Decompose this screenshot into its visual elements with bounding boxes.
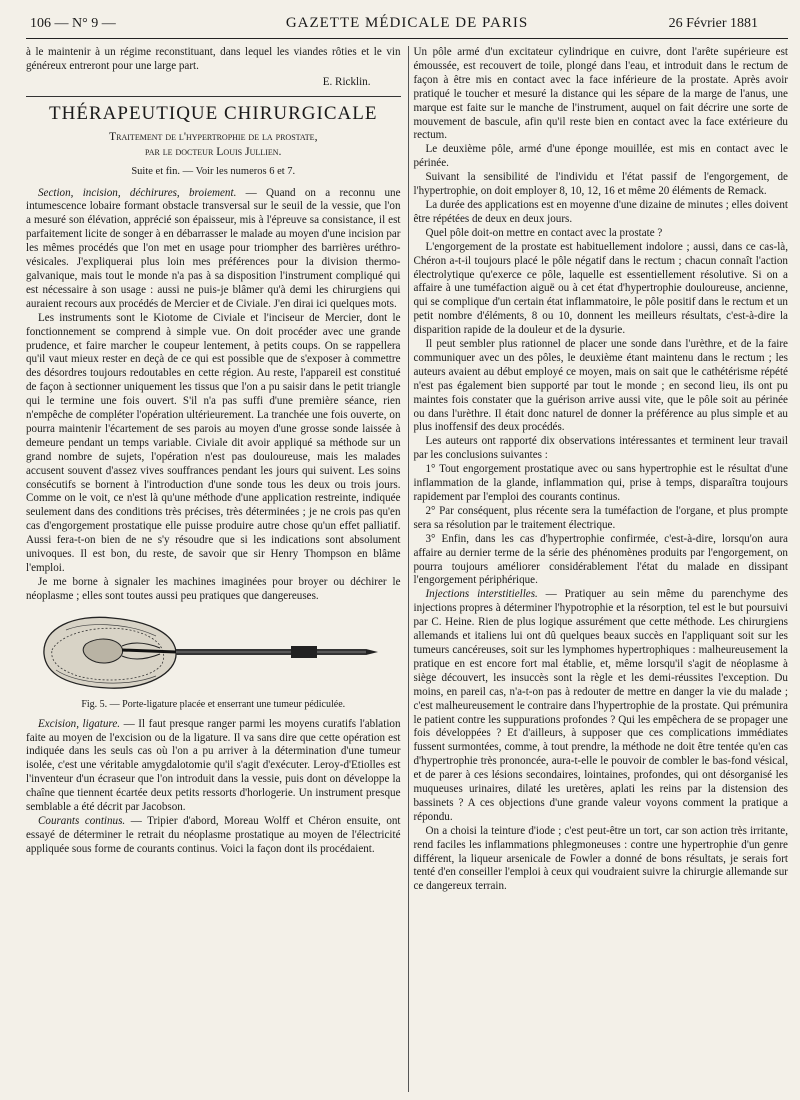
section-divider [26,96,401,97]
paragraph-heading: Section, incision, déchirures, broiement. [38,186,237,199]
article-author: par le docteur Louis Jullien. [145,143,282,158]
header-rule [26,38,788,39]
paragraph: Un pôle armé d'un excitateur cylindrique en cuivre, dont l'arête supérieure est émoussée, est recouvert de toile, plongé dans l'eau, et introduit dans le rectum de façon à être mis en contact avec la face inférieure de la prostate. Après avoir pratiqué le toucher et mesuré la distance qui les sépare de la marge de l'anus, une marque est faite sur le manche de l'instrument, auquel on fait décrire une sorte de mouvement de bascule, afin qu'il reste bien en contact avec la face extérieure du rectum. [413,46,788,142]
figure-5 [26,610,401,696]
masthead: GAZETTE MÉDICALE DE PARIS [285,15,529,31]
ligature-illustration [26,610,401,696]
paragraph-heading: Courants continus. [38,814,126,827]
paragraph: Section, incision, déchirures, broiement. — Quand on a reconnu une intumescence lobaire formant obstacle transversal sur le seuil de la vessie, que l'on a mesuré son élévation, apprécié son épaisseur, mis à l'épreuve sa consistance, il est parfaitement licite de songer à en débarrasser le malade au moyen d'une incision par les mêmes procédés que l'on met en usage pour triompher des barrières uréthro-vésicales. J'expliquerai plus loin mes préférences pour la division thermo-galvanique, mais tout le monde n'a pas à sa disposition l'instrument compliqué qui est nécessaire à son usage : aussi ne puis-je blâmer qu'à demi les chirurgiens qui auraient recours aux procédés de Mercier et de Civiale. J'en dirai ici quelques mots. [26,186,401,310]
paragraph: L'engorgement de la prostate est habituellement indolore ; aussi, dans ce cas-là, Chéron a-t-il toujours placé le pôle négatif dans le rectum ; chacun connaît l'action électrolytique qu'exerce ce pôle, laquelle est essentiellement résolutive. Si on a affaire à une tuméfaction aiguë ou à cet état d'hypertrophie douloureuse, ancienne, qui se complique d'un certain état inflammatoire, le pôle positif dans le rectum et un petit nombre d'éléments, 8 ou 10, donnent les meilleurs résultats, c'est-à-dire la disparition rapide de la douleur et de la dysurie. [413,240,788,337]
right-column [413,46,788,1092]
paragraph: Courants continus. — Tripier d'abord, Moreau Wolff et Chéron ensuite, ont essayé de déterminer le retrait du néoplasme prostatique au moyen de l'électricité appliquée sous forme de courants continus. Voici la façon dont ils procédaient. [26,814,401,855]
paragraph: Suivant la sensibilité de l'individu et l'état passif de l'engorgement, de l'hypertrophie, on doit employer 8, 10, 12, 16 et même 20 éléments de Remack. [413,171,788,198]
intro-paragraph: à le maintenir à un régime reconstituant, dans lequel les viandes rôties et le vin généreux entreront pour une large part. [26,46,401,72]
column-separator [408,46,409,1092]
page-header [26,14,788,40]
issue-date: 26 Février 1881 [668,16,758,31]
left-column [26,46,401,1092]
paragraph: Les auteurs ont rapporté dix observations intéressantes et terminent leur travail par les conclusions suivantes : [413,435,788,462]
paragraph-heading: Excision, ligature. [38,717,121,730]
paragraph: Quel pôle doit-on mettre en contact avec la prostate ? [425,226,663,239]
intro-signature: E. Ricklin. [322,75,371,88]
conclusion-1: 1° Tout engorgement prostatique avec ou sans hypertrophie est le résultat d'une inflammation de la glande, inflammation qui, prise à temps, disparaîtra toujours rapidement par l'emploi des courants continus. [413,463,788,503]
paragraph: On a choisi la teinture d'iode ; c'est peut-être un tort, car son action très irritante, rend faciles les inflammations phlegmoneuses : contre une hypertrophie d'un genre différent, la liqueur arsenicale de Fowler a donné de bons résultats, je serais fort tenté d'en conseiller l'emploi à ceux qui voudraient suivre la chirurgie allemande sur ce dangereux terrain. [413,824,788,893]
paragraph: Injections interstitielles. — Pratiquer au sein même du parenchyme des injections propres à déterminer l'hypotrophie et la résorption, tel est le but poursuivi par C. Heine. Rien de plus logique assurément que cette méthode. Les chirurgiens allemands et italiens lui ont dû quelques beaux succès en l'appliquant soit sur les tumeurs cancéreuses, soit sur les lymphomes hypertrophiques : malheureusement la pratique en est encore fort mal établie, et, même lorsqu'il s'agit de néoplasme à siège découvert, les insuccès sont la règle et les demi-réussites l'exception. Du moins, en pareil cas, n'a-t-on pas à redouter de mettre en danger la vie du malade ; c'est malheureusement le contraire dans l'hypertrophie de la prostate. Qui prémunira le patient contre les suppurations profondes ? Qui les empêchera de se propager une fois développées ? Et d'ailleurs, à supposer que ces complications immédiates fussent surmontées, comme, à tout prendre, la méthode ne doit être tentée qu'en cas d'hypertrophie très prononcée, aura-t-elle le pouvoir de combler le bas-fond vésical, et de parer à ces lésions secondaires, lointaines, profondes, qui ont désorganisé les muqueuses urinaires, dilaté les uretères, aplati les reins par la distension des bassinets ? A ces objections d'une grande valeur voyons comment la pratique a répondu. [413,588,788,823]
paragraph: Le deuxième pôle, armé d'une éponge mouillée, est mis en contact avec le périnée. [413,143,788,170]
paragraph: Il peut sembler plus rationnel de placer une sonde dans l'urèthre, et de la faire communiquer avec un des pôles, le deuxième étant maintenu dans le rectum ; les auteurs avaient au début employé ce moyen, mais on sait que le cathétérisme répété n'est pas également bien supporté par tout le monde ; en second lieu, ils ont pu maintes fois constater que la guérison arrive aussi vite, que le pôle soit au périnée ou dans l'urèthre. Il était donc naturel de donner la préférence au plus simple et au plus inoffensif des deux procédés. [413,338,788,434]
conclusion-2: 2° Par conséquent, plus récente sera la tuméfaction de l'organe, et plus prompte sera sa résolution par le traitement électrique. [413,504,788,531]
paragraph-heading: Injections interstitielles. [425,588,538,601]
paragraph: Excision, ligature. — Il faut presque ranger parmi les moyens curatifs l'ablation faite au moyen de l'excision ou de la ligature. Il va sans dire que cette opération est indiquée dans les seuls cas où l'on a pu arriver à la détermination d'une tumeur isolée, c'est une véritable amygdalotomie qu'il s'agit d'exécuter. Leroy-d'Etiolles est l'inventeur d'un écraseur que l'on introduit dans la vessie, puis dont on développe la chaîne que tiennent écartée deux petits ressorts d'horlogerie. Un instrument presque semblable a été décrit par Jacobson. [26,717,401,814]
paragraph: Les instruments sont le Kiotome de Civiale et l'inciseur de Mercier, dont le fonctionnement se comprend à simple vue. On doit procéder avec une grande prudence, et faire marcher le coupeur lentement, à petits coups. On se rappellera qu'il vaut mieux rester en deçà de ce qui est possible que de s'exposer à commettre des désordres toujours redoutables en cette région. Au reste, l'appareil est constitué de façon à sectionner uniquement les tissus que l'on a pu saisir dans le petit triangle qui le termine une fois ouvert. S'il n'a pas suffi d'une première séance, rien n'empêche de compléter l'opération ultérieurement. La tranchée une fois ouverte, on pourra maintenir l'écartement de ses parois au moyen d'une grosse sonde laissée à demeure pendant un temps variable. Civiale dit avoir appliqué sa méthode sur un grand nombre de sujets, l'opération n'est pas douloureuse, mais les malades accusent souvent d'assez vives souffrances pendant les jours qui suivent. Les soins consécutifs se bornent à l'introduction d'une sonde tous les deux ou trois jours. Comme on le voit, ce n'est là qu'une méthode d'une application restreinte, indiquée seulement dans des conditions très précises, très déterminées ; je ne crois pas qu'en cas d'engorgement prostatique elle puisse produire autre chose qu'un effet palliatif. Aussi fera-t-on bien de ne s'y résoudre que si les indications sont absolument univoques. Il est bon, du reste, de savoir que sir Henry Thompson en blâme l'emploi. [26,311,401,574]
conclusion-3: 3° Enfin, dans les cas d'hypertrophie confirmée, c'est-à-dire, lorsqu'on aura affaire au dernier terme de la série des phénomènes produits par l'engorgement, on pourra toujours améliorer considérablement l'état du malade en dissipant l'engorgement périphérique. [413,532,788,587]
article-subtitle: Traitement de l'hypertrophie de la prostate, [108,128,318,143]
article-columns [26,46,788,1092]
section-title: THÉRAPEUTIQUE CHIRURGICALE [49,102,378,124]
figure-caption: Fig. 5. — Porte-ligature placée et enserrant une tumeur pédiculée. [81,698,346,710]
page-number: 106 — N° 9 — [30,16,116,31]
paragraph: Je me borne à signaler les machines imaginées pour broyer ou déchirer le néoplasme ; elles sont toutes aussi peu pratiques que dangereuses. [26,575,401,602]
paragraph: La durée des applications est en moyenne d'une dizaine de minutes ; elles doivent être répétées de deux en deux jours. [413,198,788,225]
continuation-note: Suite et fin. — Voir les numeros 6 et 7. [131,165,296,177]
